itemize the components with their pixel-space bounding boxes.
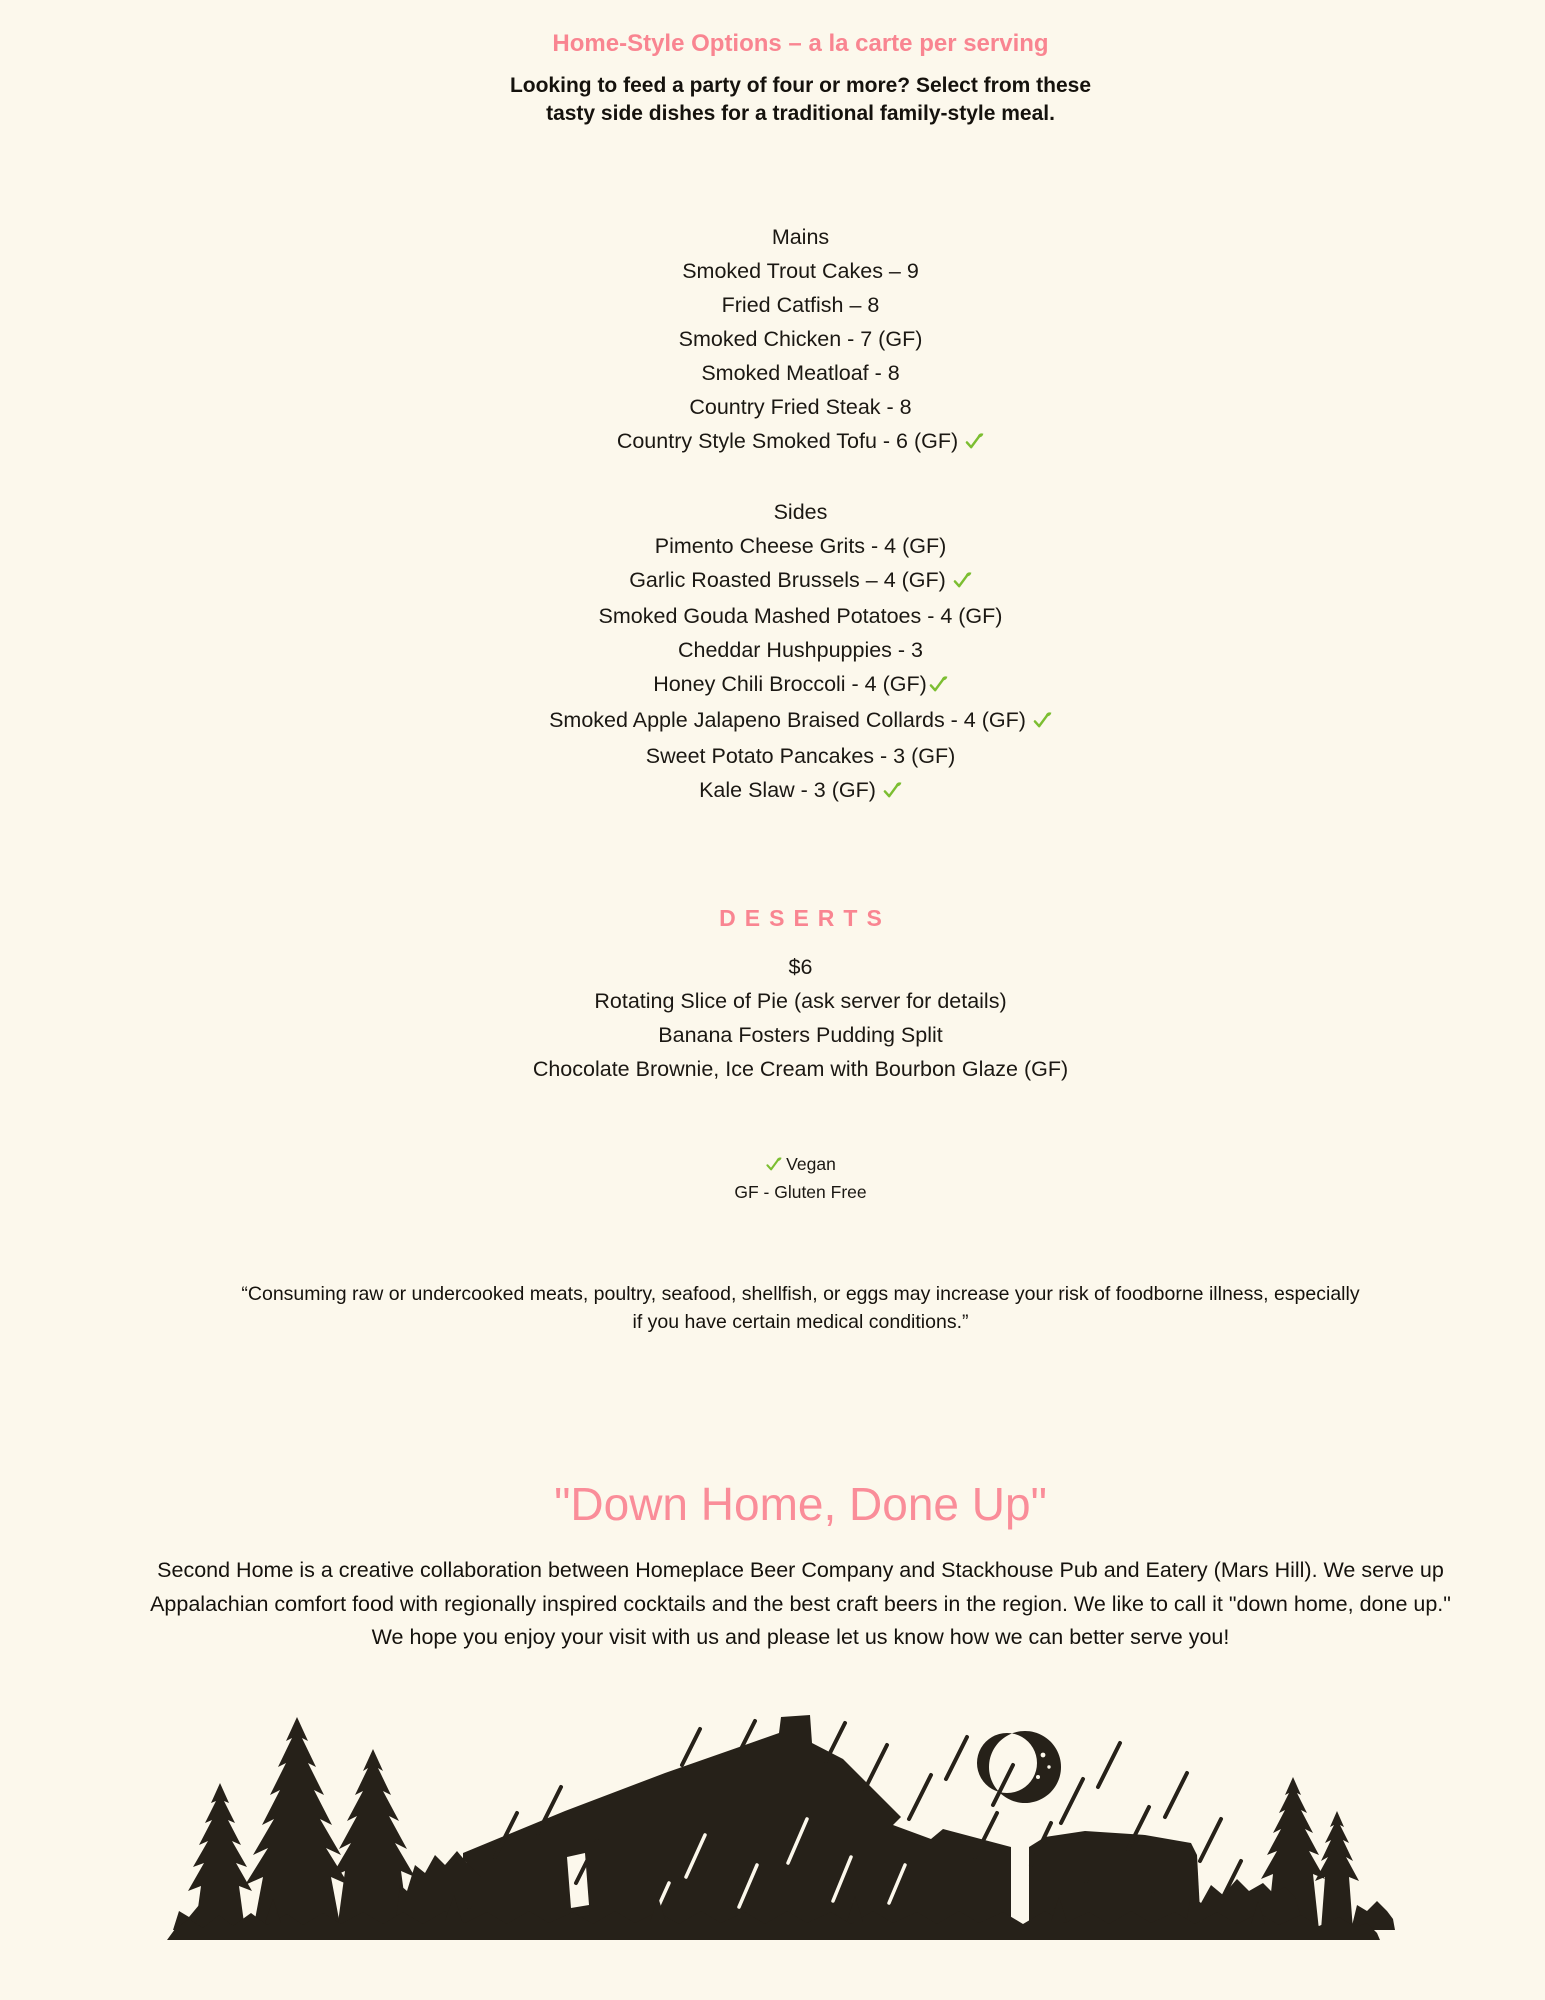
tagline-heading: "Down Home, Done Up" bbox=[554, 1478, 1047, 1530]
sides-heading: Sides bbox=[773, 500, 828, 524]
menu-item bbox=[56, 322, 1545, 356]
menu-item-text: Smoked Gouda Mashed Potatoes - 4 (GF) bbox=[598, 604, 1003, 628]
menu-item-text: Country Style Smoked Tofu - 6 (GF) bbox=[616, 429, 959, 453]
menu-item bbox=[56, 667, 1545, 703]
menu-item-text: Cheddar Hushpuppies - 3 bbox=[677, 638, 923, 662]
legend-vegan-label: Vegan bbox=[786, 1154, 836, 1174]
footer-illustration bbox=[0, 1715, 1545, 1940]
about-text: Second Home is a creative collaboration between Homeplace Beer Company and Stackhouse Pub and Eatery (Mars Hill). We serve up Appalachian comfort food with regionally inspired cocktails and the best craft beers in the region. We like to call it "down home, done up." We hope you enjoy your visit with us and please let us know how we can better serve you! bbox=[150, 1558, 1451, 1650]
menu-item bbox=[56, 739, 1545, 773]
menu-item bbox=[56, 390, 1545, 424]
menu-item bbox=[56, 773, 1545, 809]
menu-item-text: Banana Fosters Pudding Split bbox=[658, 1023, 943, 1047]
menu-item bbox=[56, 529, 1545, 563]
disclaimer-text: “Consuming raw or undercooked meats, poultry, seafood, shellfish, or eggs may increase your risk of foodborne illness, especially if you have certain medical conditions.” bbox=[241, 1283, 1360, 1333]
menu-item-text: Kale Slaw - 3 (GF) bbox=[699, 778, 876, 802]
mains-heading: Mains bbox=[771, 225, 830, 249]
menu-item bbox=[56, 254, 1545, 288]
menu-item-text: Chocolate Brownie, Ice Cream with Bourbon Glaze (GF) bbox=[532, 1057, 1069, 1081]
menu-item-text: Honey Chili Broccoli - 4 (GF) bbox=[653, 672, 927, 696]
desserts-heading: DESERTS bbox=[719, 905, 891, 931]
intro-line-1: Looking to feed a party of four or more? Select from these bbox=[509, 74, 1092, 97]
vegan-leaf-icon bbox=[952, 565, 972, 599]
vegan-leaf-icon bbox=[882, 775, 902, 809]
desserts-price: $6 bbox=[788, 955, 813, 979]
vegan-leaf-icon bbox=[765, 1153, 782, 1179]
mains-section bbox=[56, 220, 1545, 460]
menu-item bbox=[56, 1052, 1545, 1086]
vegan-leaf-icon bbox=[928, 669, 948, 703]
vegan-leaf-icon bbox=[964, 426, 984, 460]
menu-item-text: Country Fried Steak - 8 bbox=[689, 395, 912, 419]
menu-item-text: Smoked Apple Jalapeno Braised Collards - 4 (GF) bbox=[549, 708, 1026, 732]
menu-item-text: Fried Catfish – 8 bbox=[721, 293, 880, 317]
menu-item bbox=[56, 984, 1545, 1018]
menu-item-text: Pimento Cheese Grits - 4 (GF) bbox=[654, 534, 947, 558]
intro-line-2: tasty side dishes for a traditional family-style meal. bbox=[546, 102, 1055, 125]
legend bbox=[56, 1151, 1545, 1205]
page-title: Home-Style Options – a la carte per serving bbox=[552, 30, 1049, 57]
menu-item-text: Smoked Trout Cakes – 9 bbox=[682, 259, 919, 283]
menu-item bbox=[56, 633, 1545, 667]
menu-item-text: Sweet Potato Pancakes - 3 (GF) bbox=[645, 744, 956, 768]
menu-item bbox=[56, 563, 1545, 599]
menu-item bbox=[56, 288, 1545, 322]
legend-gluten-free: GF - Gluten Free bbox=[734, 1182, 867, 1202]
legend-vegan bbox=[56, 1151, 1545, 1179]
intro-text bbox=[56, 72, 1545, 128]
cabin-trees-moon-illustration bbox=[145, 1715, 1400, 1940]
menu-item-text: Garlic Roasted Brussels – 4 (GF) bbox=[629, 568, 946, 592]
menu-item-text: Rotating Slice of Pie (ask server for details) bbox=[594, 989, 1007, 1013]
menu-item-text: Smoked Chicken - 7 (GF) bbox=[678, 327, 923, 351]
desserts-section bbox=[56, 903, 1545, 1086]
menu-item bbox=[56, 424, 1545, 460]
menu-item bbox=[56, 356, 1545, 390]
menu-item bbox=[56, 1018, 1545, 1052]
vegan-leaf-icon bbox=[1032, 705, 1052, 739]
menu-item-text: Smoked Meatloaf - 8 bbox=[701, 361, 900, 385]
menu-item bbox=[56, 599, 1545, 633]
sides-section bbox=[56, 495, 1545, 809]
menu-item bbox=[56, 703, 1545, 739]
